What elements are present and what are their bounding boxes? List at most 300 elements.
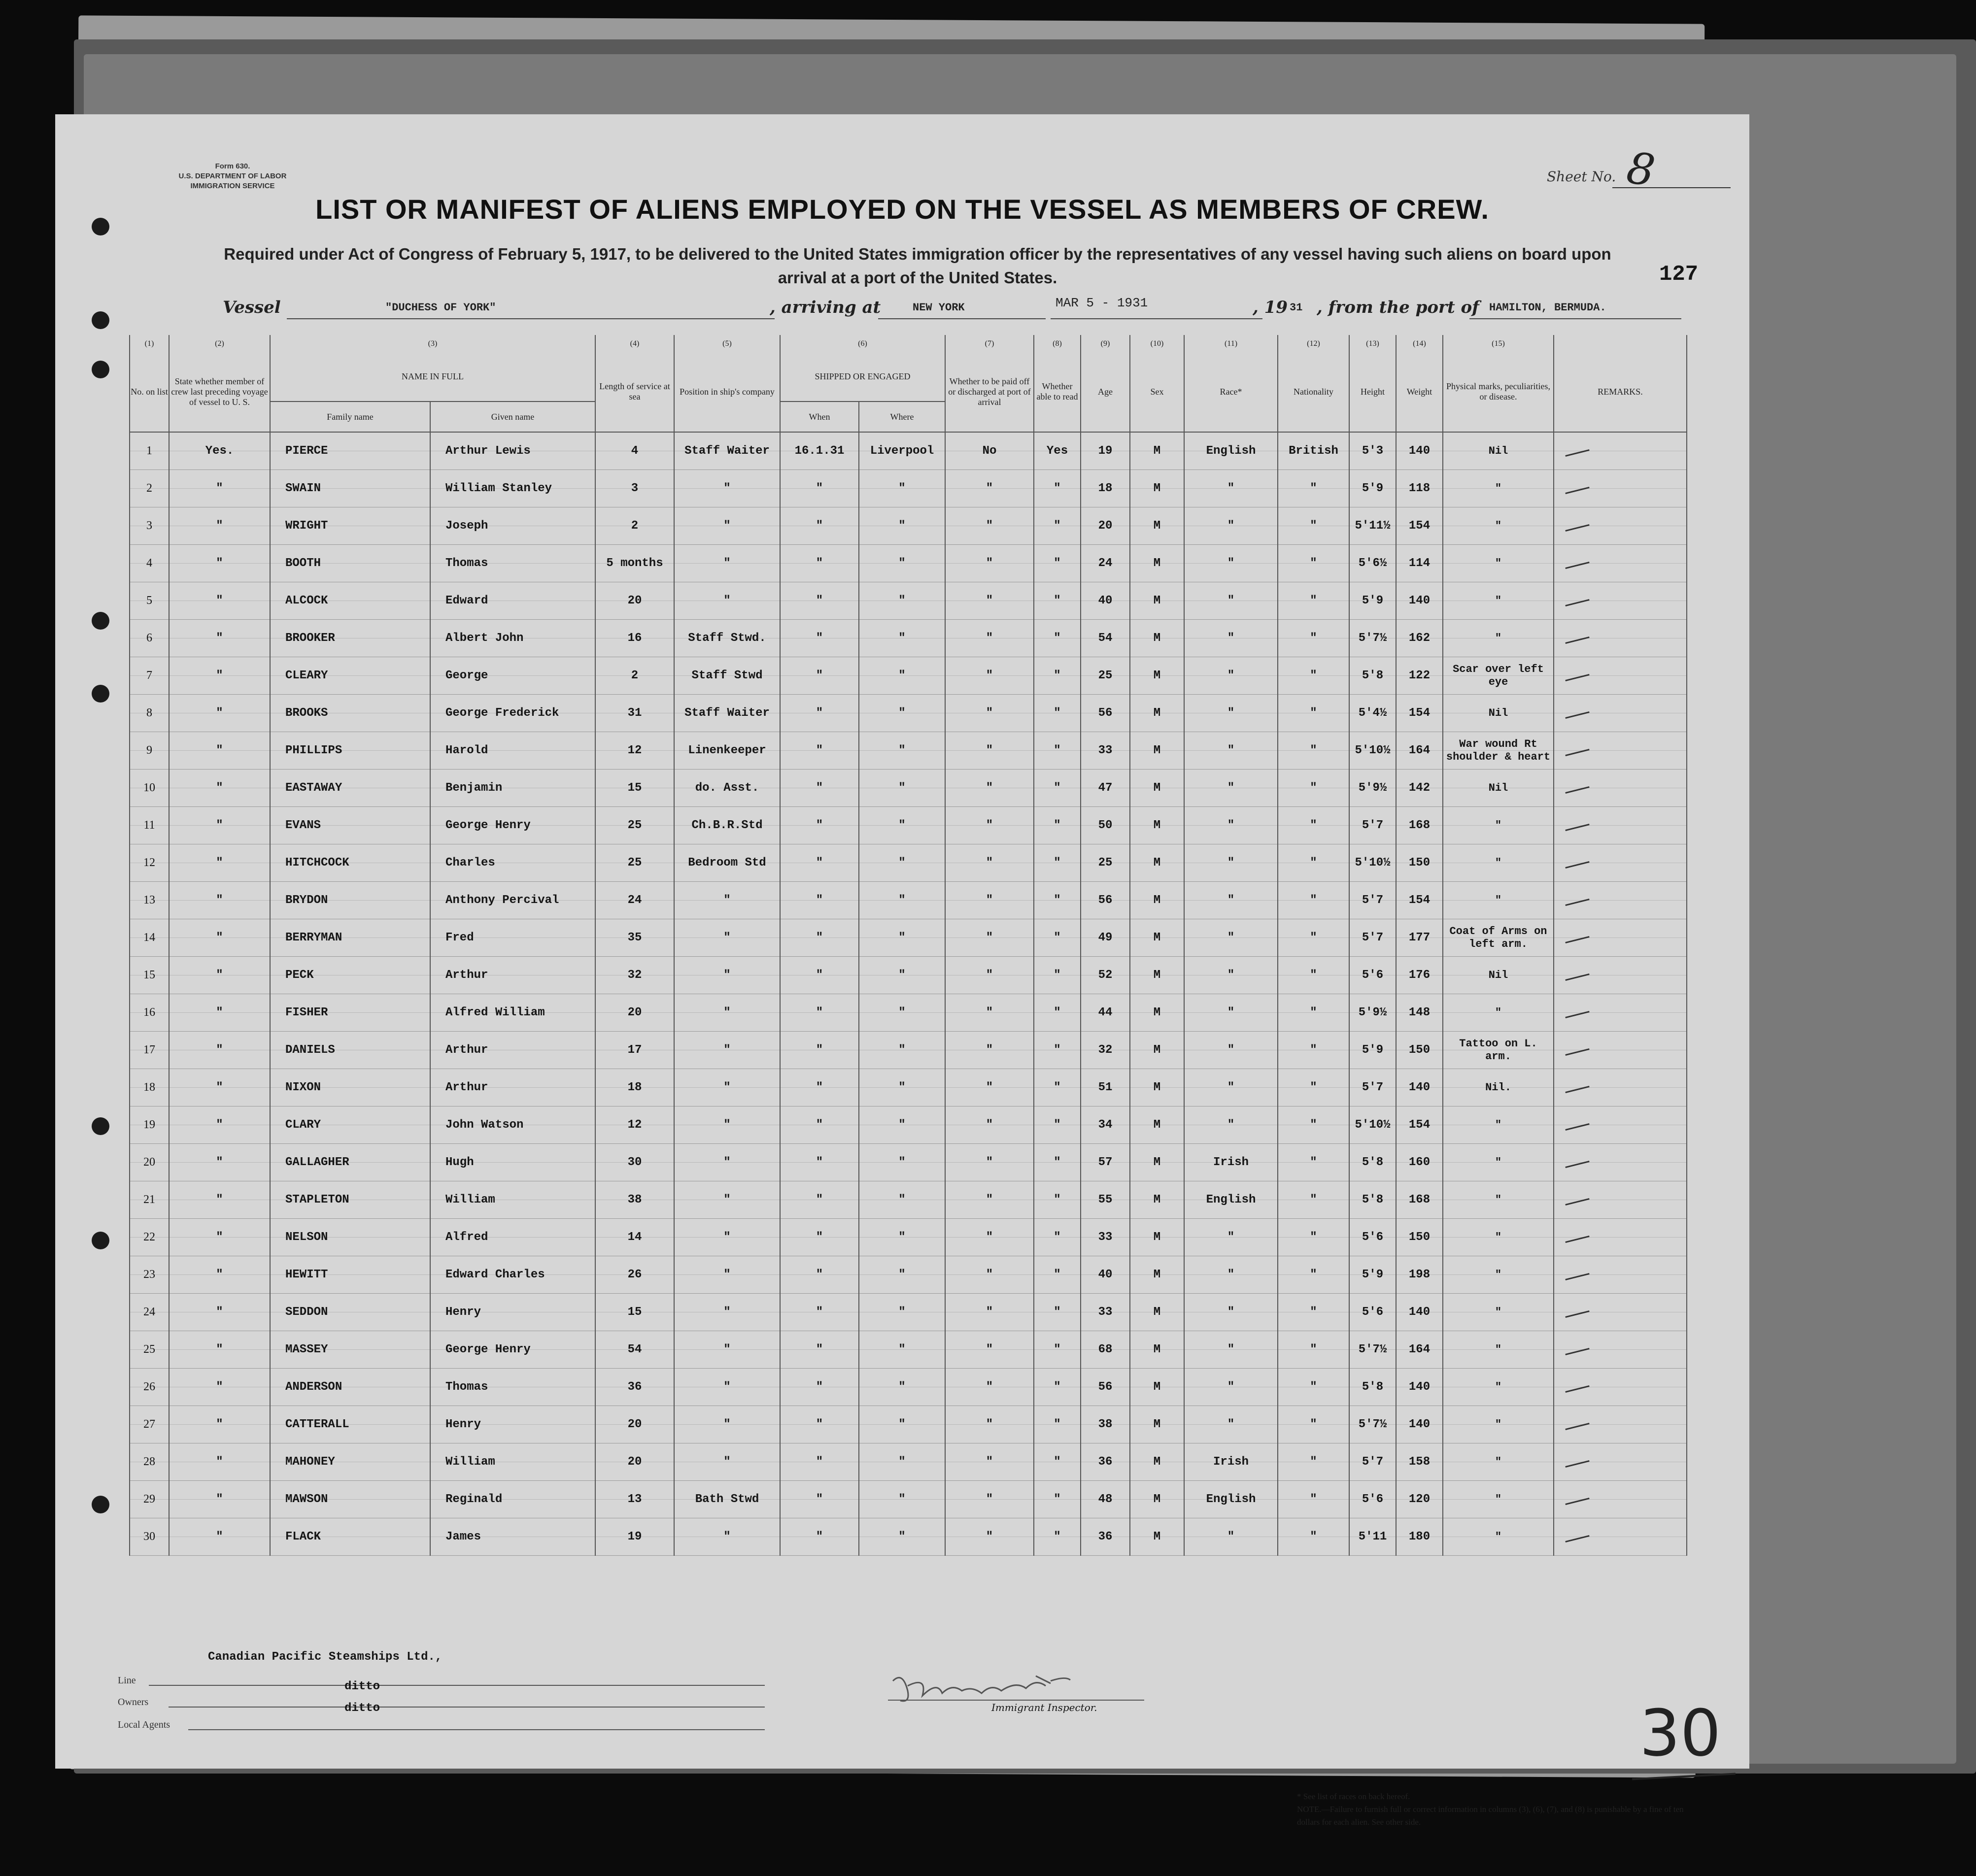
cell-remarks <box>1554 1406 1687 1443</box>
cell-remarks <box>1554 1331 1687 1369</box>
cell-position: " <box>674 1369 780 1406</box>
cell-shipped-when: " <box>780 695 859 732</box>
cell-remarks <box>1554 732 1687 770</box>
total-count-mark: 30 <box>1639 1696 1721 1771</box>
cell-row-number: 25 <box>130 1331 169 1369</box>
cell-physical-marks: " <box>1443 620 1554 657</box>
cell-sex: M <box>1130 657 1184 695</box>
cell-length-of-service: 3 <box>595 470 674 507</box>
binder-hole-icon <box>92 1117 109 1135</box>
cell-position: " <box>674 1069 780 1106</box>
cell-crew-status: " <box>169 1406 270 1443</box>
cell-weight: 140 <box>1396 582 1443 620</box>
cell-physical-marks: " <box>1443 1219 1554 1256</box>
header-age: Age <box>1081 352 1130 432</box>
cell-age: 48 <box>1081 1481 1130 1518</box>
remarks-dash-mark <box>1565 636 1589 644</box>
cell-crew-status: " <box>169 620 270 657</box>
cell-paid-off: No <box>945 432 1034 470</box>
cell-weight: 140 <box>1396 432 1443 470</box>
table-row <box>130 545 1687 582</box>
cell-paid-off: " <box>945 1443 1034 1481</box>
column-header-row <box>130 352 1687 402</box>
col-num: (10) <box>1130 335 1184 352</box>
cell-age: 56 <box>1081 1369 1130 1406</box>
cell-shipped-where: " <box>859 1181 945 1219</box>
header-position: Position in ship's company <box>674 352 780 432</box>
table-row <box>130 994 1687 1032</box>
cell-given-name: James <box>430 1518 595 1556</box>
binder-hole-icon <box>92 1496 109 1513</box>
cell-nationality: " <box>1278 1181 1349 1219</box>
cell-height: 5'8 <box>1349 1181 1396 1219</box>
cell-crew-status: " <box>169 1331 270 1369</box>
cell-family-name: PECK <box>270 957 430 994</box>
cell-paid-off: " <box>945 1369 1034 1406</box>
cell-remarks <box>1554 1144 1687 1181</box>
cell-race: " <box>1184 470 1278 507</box>
cell-sex: M <box>1130 432 1184 470</box>
cell-length-of-service: 32 <box>595 957 674 994</box>
cell-row-number: 26 <box>130 1369 169 1406</box>
cell-height: 5'4½ <box>1349 695 1396 732</box>
cell-weight: 118 <box>1396 470 1443 507</box>
cell-height: 5'6½ <box>1349 545 1396 582</box>
cell-crew-status: " <box>169 507 270 545</box>
cell-sex: M <box>1130 807 1184 844</box>
cell-length-of-service: 2 <box>595 507 674 545</box>
cell-row-number: 16 <box>130 994 169 1032</box>
cell-able-to-read: " <box>1034 1443 1081 1481</box>
cell-given-name: Edward <box>430 582 595 620</box>
date-stamp: MAR 5 - 1931 <box>1056 296 1148 310</box>
cell-paid-off: " <box>945 844 1034 882</box>
cell-position: Staff Waiter <box>674 695 780 732</box>
cell-position: Linenkeeper <box>674 732 780 770</box>
cell-shipped-where: Liverpool <box>859 432 945 470</box>
cell-crew-status: " <box>169 1481 270 1518</box>
cell-length-of-service: 36 <box>595 1369 674 1406</box>
cell-able-to-read: " <box>1034 1069 1081 1106</box>
cell-age: 32 <box>1081 1032 1130 1069</box>
table-row <box>130 1331 1687 1369</box>
remarks-dash-mark <box>1565 786 1589 794</box>
cell-able-to-read: " <box>1034 1294 1081 1331</box>
cell-physical-marks: Nil <box>1443 770 1554 807</box>
remarks-dash-mark <box>1565 749 1589 756</box>
cell-race: " <box>1184 844 1278 882</box>
cell-family-name: PHILLIPS <box>270 732 430 770</box>
cell-remarks <box>1554 1106 1687 1144</box>
cell-sex: M <box>1130 1256 1184 1294</box>
cell-position: " <box>674 1181 780 1219</box>
cell-row-number: 7 <box>130 657 169 695</box>
remarks-dash-mark <box>1565 1535 1589 1542</box>
table-row <box>130 1518 1687 1556</box>
table-row <box>130 1481 1687 1518</box>
cell-sex: M <box>1130 994 1184 1032</box>
cell-row-number: 5 <box>130 582 169 620</box>
cell-given-name: Fred <box>430 919 595 957</box>
cell-race: " <box>1184 1256 1278 1294</box>
cell-physical-marks: " <box>1443 1331 1554 1369</box>
table-row <box>130 695 1687 732</box>
table-row <box>130 1032 1687 1069</box>
cell-remarks <box>1554 994 1687 1032</box>
cell-race: " <box>1184 1219 1278 1256</box>
cell-weight: 154 <box>1396 882 1443 919</box>
cell-age: 68 <box>1081 1331 1130 1369</box>
cell-shipped-when: " <box>780 844 859 882</box>
cell-height: 5'6 <box>1349 1481 1396 1518</box>
cell-nationality: " <box>1278 770 1349 807</box>
cell-weight: 160 <box>1396 1144 1443 1181</box>
cell-physical-marks: Nil. <box>1443 1069 1554 1106</box>
column-number-row <box>130 335 1687 352</box>
cell-height: 5'9 <box>1349 1032 1396 1069</box>
cell-age: 36 <box>1081 1518 1130 1556</box>
cell-age: 34 <box>1081 1106 1130 1144</box>
cell-sex: M <box>1130 882 1184 919</box>
col-num: (13) <box>1349 335 1396 352</box>
cell-family-name: ANDERSON <box>270 1369 430 1406</box>
cell-shipped-when: " <box>780 882 859 919</box>
cell-sex: M <box>1130 1406 1184 1443</box>
cell-nationality: British <box>1278 432 1349 470</box>
cell-height: 5'7½ <box>1349 620 1396 657</box>
cell-able-to-read: " <box>1034 1331 1081 1369</box>
col-num: (4) <box>595 335 674 352</box>
cell-height: 5'9 <box>1349 1256 1396 1294</box>
remarks-dash-mark <box>1565 1423 1589 1430</box>
remarks-dash-mark <box>1565 524 1589 532</box>
cell-nationality: " <box>1278 545 1349 582</box>
cell-weight: 140 <box>1396 1406 1443 1443</box>
cell-paid-off: " <box>945 1331 1034 1369</box>
cell-shipped-where: " <box>859 1518 945 1556</box>
line-label: Line <box>118 1675 136 1686</box>
remarks-dash-mark <box>1565 1236 1589 1243</box>
cell-remarks <box>1554 1481 1687 1518</box>
remarks-dash-mark <box>1565 1460 1589 1468</box>
cell-family-name: NELSON <box>270 1219 430 1256</box>
cell-paid-off: " <box>945 1406 1034 1443</box>
cell-row-number: 23 <box>130 1256 169 1294</box>
cell-family-name: GALLAGHER <box>270 1144 430 1181</box>
cell-age: 52 <box>1081 957 1130 994</box>
cell-crew-status: " <box>169 470 270 507</box>
cell-remarks <box>1554 1032 1687 1069</box>
cell-family-name: BERRYMAN <box>270 919 430 957</box>
cell-shipped-when: " <box>780 807 859 844</box>
cell-given-name: Reginald <box>430 1481 595 1518</box>
cell-nationality: " <box>1278 1256 1349 1294</box>
cell-crew-status: " <box>169 1369 270 1406</box>
cell-age: 33 <box>1081 1294 1130 1331</box>
cell-crew-status: " <box>169 695 270 732</box>
year-prefix: , 19 <box>1253 298 1288 317</box>
cell-able-to-read: " <box>1034 1481 1081 1518</box>
col-num: (5) <box>674 335 780 352</box>
cell-shipped-where: " <box>859 1443 945 1481</box>
cell-shipped-when: " <box>780 1032 859 1069</box>
cell-paid-off: " <box>945 957 1034 994</box>
header-height: Height <box>1349 352 1396 432</box>
cell-length-of-service: 25 <box>595 844 674 882</box>
header-weight: Weight <box>1396 352 1443 432</box>
cell-physical-marks: " <box>1443 1369 1554 1406</box>
cell-position: " <box>674 1518 780 1556</box>
cell-race: " <box>1184 507 1278 545</box>
cell-weight: 150 <box>1396 1219 1443 1256</box>
cell-family-name: SWAIN <box>270 470 430 507</box>
cell-shipped-where: " <box>859 695 945 732</box>
cell-paid-off: " <box>945 1106 1034 1144</box>
cell-age: 40 <box>1081 1256 1130 1294</box>
cell-crew-status: " <box>169 1106 270 1144</box>
sheet-underline <box>1612 187 1731 188</box>
cell-physical-marks: " <box>1443 1406 1554 1443</box>
remarks-dash-mark <box>1565 449 1589 457</box>
cell-length-of-service: 20 <box>595 1443 674 1481</box>
cell-weight: 158 <box>1396 1443 1443 1481</box>
cell-row-number: 12 <box>130 844 169 882</box>
table-row <box>130 1106 1687 1144</box>
cell-race: " <box>1184 1106 1278 1144</box>
cell-given-name: Thomas <box>430 1369 595 1406</box>
cell-able-to-read: " <box>1034 1106 1081 1144</box>
cell-height: 5'10½ <box>1349 732 1396 770</box>
cell-nationality: " <box>1278 1443 1349 1481</box>
cell-race: " <box>1184 1518 1278 1556</box>
cell-paid-off: " <box>945 657 1034 695</box>
table-row <box>130 582 1687 620</box>
header-physical-marks: Physical marks, peculiarities, or disease. <box>1443 352 1554 432</box>
cell-given-name: John Watson <box>430 1106 595 1144</box>
cell-family-name: BROOKS <box>270 695 430 732</box>
table-row <box>130 1443 1687 1481</box>
cell-nationality: " <box>1278 1481 1349 1518</box>
cell-position: " <box>674 957 780 994</box>
binder-hole-icon <box>92 612 109 630</box>
agents-label: Local Agents <box>118 1719 170 1730</box>
cell-crew-status: " <box>169 1219 270 1256</box>
agents-rule <box>188 1729 765 1730</box>
cell-sex: M <box>1130 1294 1184 1331</box>
cell-height: 5'7½ <box>1349 1331 1396 1369</box>
remarks-dash-mark <box>1565 1198 1589 1206</box>
cell-nationality: " <box>1278 807 1349 844</box>
cell-age: 56 <box>1081 695 1130 732</box>
cell-remarks <box>1554 1219 1687 1256</box>
cell-physical-marks: " <box>1443 507 1554 545</box>
cell-weight: 140 <box>1396 1369 1443 1406</box>
cell-row-number: 4 <box>130 545 169 582</box>
cell-row-number: 17 <box>130 1032 169 1069</box>
cell-crew-status: " <box>169 844 270 882</box>
cell-race: " <box>1184 545 1278 582</box>
cell-remarks <box>1554 582 1687 620</box>
cell-age: 25 <box>1081 844 1130 882</box>
cell-row-number: 15 <box>130 957 169 994</box>
cell-paid-off: " <box>945 1219 1034 1256</box>
header-paid-off: Whether to be paid off or discharged at port of arrival <box>945 352 1034 432</box>
cell-age: 24 <box>1081 545 1130 582</box>
cell-age: 25 <box>1081 657 1130 695</box>
cell-crew-status: " <box>169 1144 270 1181</box>
cell-shipped-when: " <box>780 1144 859 1181</box>
arriving-port: NEW YORK <box>913 302 965 314</box>
form-number: Form 630. <box>215 162 250 170</box>
cell-given-name: William Stanley <box>430 470 595 507</box>
col-num: (6) <box>780 335 945 352</box>
cell-row-number: 27 <box>130 1406 169 1443</box>
line-value: Canadian Pacific Steamships Ltd., <box>208 1650 443 1664</box>
cell-paid-off: " <box>945 507 1034 545</box>
cell-able-to-read: " <box>1034 657 1081 695</box>
cell-remarks <box>1554 1294 1687 1331</box>
cell-length-of-service: 30 <box>595 1144 674 1181</box>
cell-row-number: 9 <box>130 732 169 770</box>
cell-able-to-read: " <box>1034 919 1081 957</box>
cell-crew-status: " <box>169 1443 270 1481</box>
cell-row-number: 24 <box>130 1294 169 1331</box>
cell-given-name: Arthur <box>430 1032 595 1069</box>
cell-row-number: 3 <box>130 507 169 545</box>
vessel-name: "DUCHESS OF YORK" <box>385 302 496 314</box>
cell-length-of-service: 19 <box>595 1518 674 1556</box>
cell-physical-marks: " <box>1443 1181 1554 1219</box>
cell-remarks <box>1554 1518 1687 1556</box>
cell-height: 5'6 <box>1349 957 1396 994</box>
cell-crew-status: " <box>169 919 270 957</box>
cell-sex: M <box>1130 1106 1184 1144</box>
cell-given-name: Arthur <box>430 957 595 994</box>
vessel-rule <box>287 318 775 319</box>
cell-nationality: " <box>1278 844 1349 882</box>
cell-able-to-read: " <box>1034 732 1081 770</box>
owners-value: ditto <box>344 1680 380 1693</box>
remarks-dash-mark <box>1565 1498 1589 1505</box>
header-sex: Sex <box>1130 352 1184 432</box>
cell-nationality: " <box>1278 657 1349 695</box>
cell-nationality: " <box>1278 1294 1349 1331</box>
cell-given-name: George Henry <box>430 807 595 844</box>
cell-row-number: 2 <box>130 470 169 507</box>
cell-row-number: 10 <box>130 770 169 807</box>
cell-paid-off: " <box>945 545 1034 582</box>
cell-crew-status: " <box>169 732 270 770</box>
cell-length-of-service: 2 <box>595 657 674 695</box>
remarks-dash-mark <box>1565 936 1589 943</box>
cell-height: 5'11 <box>1349 1518 1396 1556</box>
cell-crew-status: " <box>169 1032 270 1069</box>
cell-age: 54 <box>1081 620 1130 657</box>
cell-shipped-where: " <box>859 882 945 919</box>
cell-given-name: Benjamin <box>430 770 595 807</box>
cell-weight: 148 <box>1396 994 1443 1032</box>
remarks-dash-mark <box>1565 824 1589 831</box>
cell-weight: 150 <box>1396 1032 1443 1069</box>
cell-given-name: William <box>430 1181 595 1219</box>
cell-shipped-where: " <box>859 545 945 582</box>
cell-able-to-read: " <box>1034 1406 1081 1443</box>
cell-remarks <box>1554 657 1687 695</box>
cell-crew-status: " <box>169 545 270 582</box>
cell-length-of-service: 26 <box>595 1256 674 1294</box>
col-num <box>1554 335 1687 352</box>
cell-crew-status: " <box>169 582 270 620</box>
cell-paid-off: " <box>945 1294 1034 1331</box>
cell-physical-marks: Nil <box>1443 695 1554 732</box>
cell-physical-marks: " <box>1443 807 1554 844</box>
cell-able-to-read: " <box>1034 1032 1081 1069</box>
crew-manifest-table <box>129 335 1687 1556</box>
cell-race: " <box>1184 1294 1278 1331</box>
cell-physical-marks: " <box>1443 1106 1554 1144</box>
cell-shipped-where: " <box>859 844 945 882</box>
cell-able-to-read: " <box>1034 770 1081 807</box>
cell-sex: M <box>1130 695 1184 732</box>
table-row <box>130 620 1687 657</box>
remarks-dash-mark <box>1565 711 1589 719</box>
cell-paid-off: " <box>945 1481 1034 1518</box>
cell-position: Staff Stwd <box>674 657 780 695</box>
vessel-label: Vessel <box>223 298 281 317</box>
binder-hole-icon <box>92 361 109 378</box>
cell-given-name: Alfred <box>430 1219 595 1256</box>
cell-shipped-where: " <box>859 507 945 545</box>
cell-age: 49 <box>1081 919 1130 957</box>
cell-family-name: HITCHCOCK <box>270 844 430 882</box>
cell-length-of-service: 16 <box>595 620 674 657</box>
cell-family-name: BROOKER <box>270 620 430 657</box>
cell-able-to-read: " <box>1034 1181 1081 1219</box>
cell-nationality: " <box>1278 957 1349 994</box>
note-penalty: NOTE.—Failure to furnish full or correct information in columns (3), (6), (7), and (8) is punishable by a fine of ten dollars for each alien. See other side. <box>1297 1805 1684 1827</box>
cell-age: 33 <box>1081 1219 1130 1256</box>
cell-able-to-read: " <box>1034 507 1081 545</box>
cell-nationality: " <box>1278 582 1349 620</box>
cell-height: 5'6 <box>1349 1219 1396 1256</box>
cell-able-to-read: " <box>1034 620 1081 657</box>
cell-paid-off: " <box>945 1181 1034 1219</box>
cell-length-of-service: 15 <box>595 1294 674 1331</box>
cell-row-number: 22 <box>130 1219 169 1256</box>
cell-shipped-when: " <box>780 1256 859 1294</box>
cell-height: 5'7 <box>1349 882 1396 919</box>
cell-given-name: Charles <box>430 844 595 882</box>
cell-shipped-where: " <box>859 657 945 695</box>
cell-shipped-when: " <box>780 732 859 770</box>
cell-height: 5'10½ <box>1349 1106 1396 1144</box>
cell-row-number: 29 <box>130 1481 169 1518</box>
header-when: When <box>780 402 859 432</box>
sheet-label: Sheet No. <box>1547 168 1616 185</box>
cell-remarks <box>1554 1069 1687 1106</box>
cell-physical-marks: " <box>1443 994 1554 1032</box>
cell-given-name: George Frederick <box>430 695 595 732</box>
cell-remarks <box>1554 919 1687 957</box>
cell-position: Bedroom Std <box>674 844 780 882</box>
form-notes <box>1297 1790 1701 1829</box>
remarks-dash-mark <box>1565 1123 1589 1131</box>
cell-nationality: " <box>1278 620 1349 657</box>
cell-position: " <box>674 1144 780 1181</box>
cell-shipped-when: 16.1.31 <box>780 432 859 470</box>
header-no-on-list: No. on list <box>130 352 169 432</box>
cell-nationality: " <box>1278 732 1349 770</box>
